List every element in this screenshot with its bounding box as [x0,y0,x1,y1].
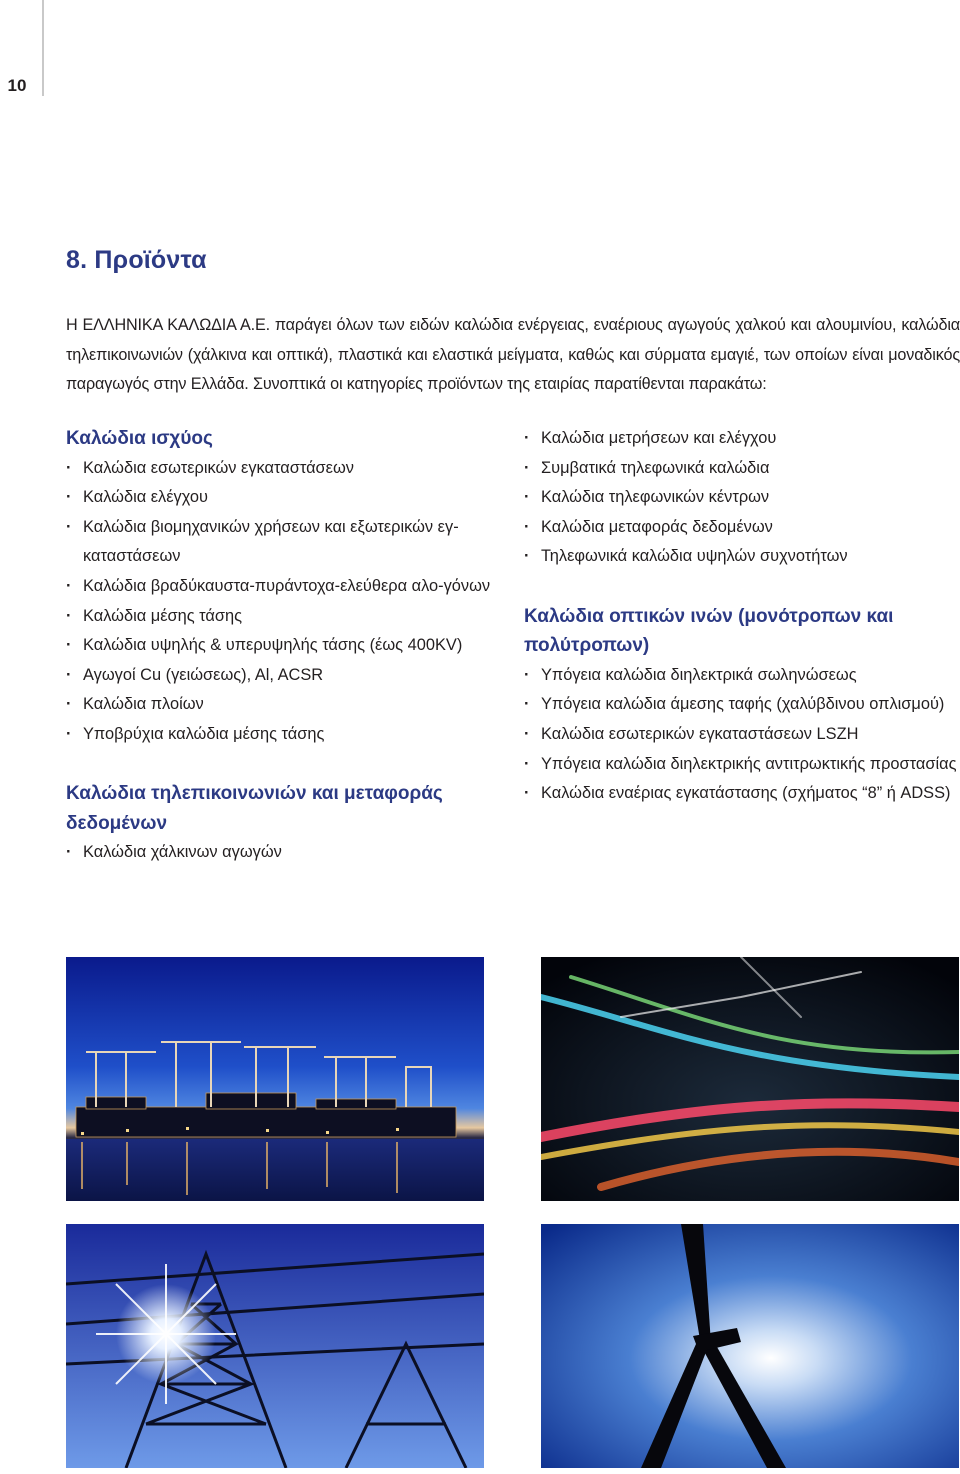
list-item-text: Καλώδια μετρήσεων και ελέγχου [541,429,777,447]
bullet-marker: · [66,636,72,655]
telecom-cable-item [524,424,960,454]
power-cable-item [66,690,504,720]
telecom-cable-item [524,542,960,572]
bullet-marker: · [524,754,530,773]
telecom-cables-list [66,838,504,868]
margin-rule [42,0,44,96]
list-item-text: Καλώδια χάλκινων αγωγών [83,843,282,862]
bullet-marker: · [66,606,72,625]
port-photo [66,957,484,1201]
right-column [524,424,960,809]
optical-cable-item [524,720,960,750]
list-item-text: Υπόγεια καλώδια διηλεκτρικής αντιτρωκτικής προστασίας [541,754,957,773]
power-cable-item [66,513,504,572]
list-item-text: Καλώδια βραδύκαυστα-πυράντοχα-ελεύθερα αλο-γόνων [83,576,491,595]
power-cable-item [66,483,504,513]
bullet-marker: · [524,724,530,743]
optical-cables-list [524,661,960,809]
list-item-text: Συμβατικά τηλεφωνικά καλώδια [541,458,770,477]
list-item-text: Υποβρύχια καλώδια μέσης τάσης [83,724,325,743]
section-title: 8. Προϊόντα [66,246,207,274]
list-item-text: Καλώδια εσωτερικών εγκαταστάσεων [83,458,354,477]
power-cable-item [66,602,504,632]
bullet-marker: · [524,784,530,803]
optical-cable-item [524,661,960,691]
intro-paragraph: Η ΕΛΛΗΝΙΚΑ ΚΑΛΩΔΙΑ Α.Ε. παράγει όλων των ειδών καλώδια ενέργειας, εναέριους αγωγούς χαλκού και αλουμινίου, καλώδια τηλεπικοινωνιών (χάλκινα και οπτικά), πλαστικά και ελαστικά μείγματα, καθώς και σύρματα εμαγιέ, των οποίων είναι μοναδικός παραγωγός στην Ελλάδα. Συνοπτικά οι κατηγορίες προϊόντων της εταιρίας παρατίθενται παρακάτω: [66,316,960,394]
bullet-marker: · [66,724,72,743]
bullet-marker: · [66,458,72,477]
power-cable-item [66,454,504,484]
bullet-marker: · [524,547,530,566]
list-item-text: Καλώδια ελέγχου [83,488,208,507]
list-item-text: Καλώδια εσωτερικών εγκαταστάσεων LSZH [541,724,859,743]
bullet-marker: · [524,695,530,714]
power-cables-heading: Καλώδια ισχύος [66,428,213,449]
power-cable-item [66,631,504,661]
power-cables-list [66,454,504,750]
power-cable-item [66,720,504,750]
bullet-marker: · [66,843,72,862]
bullet-marker: · [524,488,530,507]
list-item-text: Καλώδια μεταφοράς δεδομένων [541,517,773,536]
optical-cable-item [524,779,960,809]
bullet-marker: · [524,458,530,477]
list-item-text: Καλώδια τηλεφωνικών κέντρων [541,488,770,507]
list-item-text: Καλώδια υψηλής & υπερυψηλής τάσης (έως 400KV) [83,636,463,655]
power-pylon-photo [66,1224,484,1468]
bullet-marker: · [66,576,72,595]
telecom-cable-item [524,454,960,484]
telecom-cable-item [524,513,960,543]
bullet-marker: · [66,665,72,684]
power-cable-item [66,661,504,691]
list-item-text: Καλώδια μέσης τάσης [83,606,243,625]
list-item-text: Καλώδια βιομηχανικών χρήσεων και εξωτερικών εγ-καταστάσεων [83,517,459,566]
bullet-marker: · [66,695,72,714]
telecom-cable-item [524,483,960,513]
power-cable-item [66,572,504,602]
telecom-cable-item [66,838,504,868]
light-trails-photo [541,957,959,1201]
page-number: 10 [7,76,27,95]
optical-cable-item [524,750,960,780]
bullet-marker: · [66,517,72,536]
bullet-marker: · [524,429,530,447]
left-column [66,424,504,868]
bullet-marker: · [524,665,530,684]
list-item-text: Καλώδια εναέριας εγκατάστασης (σχήματος “8” ή ADSS) [541,784,951,803]
optical-cable-item [524,690,960,720]
list-item-text: Υπόγεια καλώδια διηλεκτρικά σωληνώσεως [541,665,857,684]
telecom-cables-heading: Καλώδια τηλεπικοινωνιών και μεταφοράς δεδομένων [66,783,443,834]
bullet-marker: · [524,517,530,536]
optical-cables-heading: Καλώδια οπτικών ινών (μονότροπων και πολύτροπων) [524,605,894,657]
list-item-text: Καλώδια πλοίων [83,695,204,714]
list-item-text: Αγωγοί Cu (γειώσεως), Al, ACSR [83,665,324,684]
list-item-text: Τηλεφωνικά καλώδια υψηλών συχνοτήτων [541,547,848,566]
list-item-text: Υπόγεια καλώδια άμεσης ταφής (χαλύβδινου οπλισμού) [541,695,945,714]
bullet-marker: · [66,488,72,507]
telecom-cables-list-continued [524,424,960,572]
wind-turbine-photo [541,1224,959,1468]
